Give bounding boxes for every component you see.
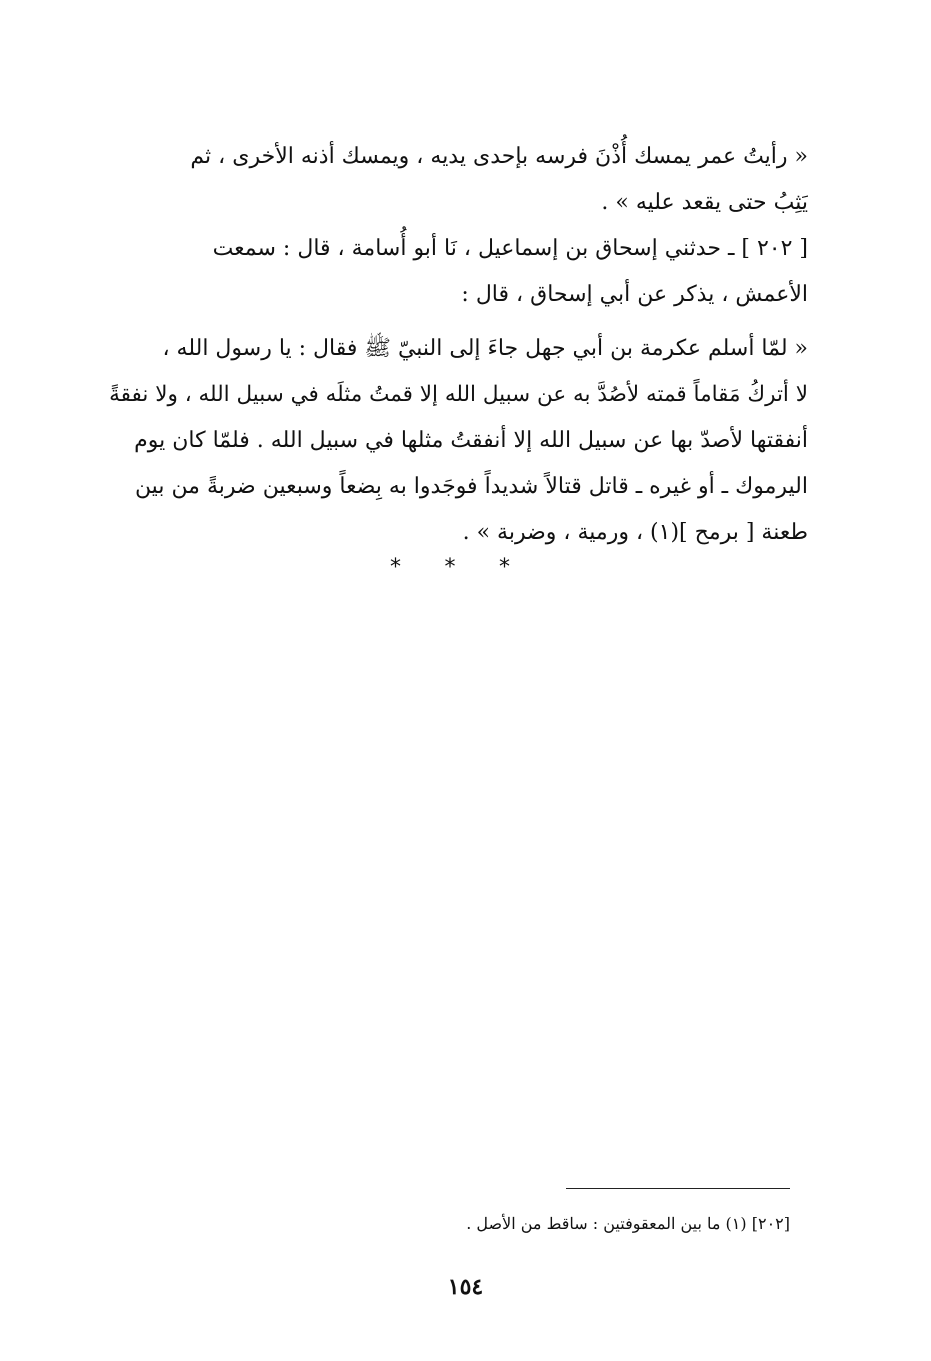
asterisk-ornament: * [390,555,401,580]
paragraph-3 [100,326,808,556]
paragraph-line: طعنة [ برمح ](١) ، ورمية ، وضربة » . [462,520,808,545]
paragraph-1 [100,134,808,226]
paragraph-2 [100,226,808,318]
paragraph-line: « رأيتُ عمر يمسك أُذْنَ فرسه بإحدى يديه ، ويمسك أذنه الأخرى ، ثم [190,144,808,169]
asterisk-ornament: * [444,555,456,580]
paragraph-line: الأعمش ، يذكر عن أبي إسحاق ، قال : [461,282,808,307]
section-separator [390,556,510,580]
footnote-divider [566,1188,790,1189]
asterisk-ornament: * [499,555,510,580]
paragraph-line: أنفقتها لأصدّ بها عن سبيل الله إلا أنفقتُ مثلها في سبيل الله . فلمّا كان يوم [134,428,808,453]
footnote: [٢٠٢] (١) ما بين المعقوفتين : ساقط من الأصل . [466,1214,790,1233]
paragraph-line: لا أتركُ مَقاماً قمته لأصُدَّ به عن سبيل الله إلا قمتُ مثلَه في سبيل الله ، ولا نفقةً [109,382,808,407]
page-number: ١٥٤ [447,1274,484,1300]
paragraph-line: اليرموك ـ أو غيره ـ قاتل قتالاً شديداً فوجَدوا به بِضعاً وسبعين ضربةً من بين [134,474,808,499]
paragraph-line: « لمّا أسلم عكرمة بن أبي جهل جاءَ إلى النبيّ ﷺ فقال : يا رسول الله ، [162,336,808,361]
paragraph-line: يَثِبُ حتى يقعد عليه » . [601,190,808,215]
paragraph-line: [ ٢٠٢ ] ـ حدثني إسحاق بن إسماعيل ، نَا أبو أُسامة ، قال : سمعت [212,236,808,261]
